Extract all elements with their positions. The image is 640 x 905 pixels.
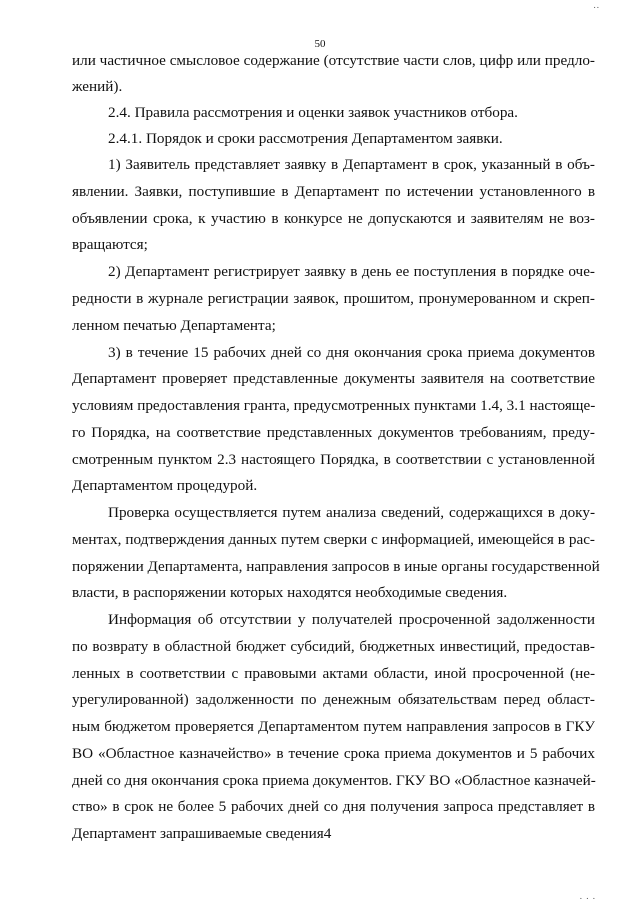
text-line: Департамент проверяет представленные документы заявителя на соответствие (72, 370, 595, 387)
text-line: или частичное смысловое содержание (отсутствие части слов, цифр или предло- (72, 52, 595, 69)
text-line: 3) в течение 15 рабочих дней со дня окончания срока приема документов (108, 344, 595, 361)
text-line: 1) Заявитель представляет заявку в Департамент в срок, указанный в объ- (108, 156, 595, 173)
text-line: урегулированной) задолженности по денежным обязательствам перед област- (72, 691, 595, 708)
text-line: Информация об отсутствии у получателей просроченной задолженности (108, 611, 595, 628)
section-heading: 2.4. Правила рассмотрения и оценки заявок участников отбора. (108, 104, 518, 121)
page-number: 50 (314, 38, 326, 50)
text-line: по возврату в областной бюджет субсидий, бюджетных инвестиций, предостав- (72, 638, 595, 655)
text-line: вращаются; (72, 236, 148, 253)
text-line: ство» в срок не более 5 рабочих дней со дня получения запроса представляет в (72, 798, 595, 815)
text-line: Проверка осуществляется путем анализа сведений, содержащихся в доку- (108, 504, 595, 521)
text-line: дней со дня окончания срока приема документов. ГКУ ВО «Областное казначей- (72, 772, 596, 789)
corner-mark-bottom: . . . (579, 891, 596, 901)
text-line: явлении. Заявки, поступившие в Департамент по истечении установленного в (72, 183, 595, 200)
text-line: объявлении срока, к участию в конкурсе не допускаются и заявителям не воз- (72, 210, 595, 227)
text-line: ленном печатью Департамента; (72, 317, 276, 334)
corner-mark-top: .. (593, 0, 600, 10)
text-line: го Порядка, на соответствие представленных документов требованиям, преду- (72, 424, 595, 441)
text-line: Департаментом процедурой. (72, 477, 258, 494)
text-line: редности в журнале регистрации заявок, прошитом, пронумерованном и скреп- (72, 290, 595, 307)
text-line: ментах, подтверждения данных путем сверки с информацией, имеющейся в рас- (72, 531, 595, 548)
text-line: 2) Департамент регистрирует заявку в день ее поступления в порядке оче- (108, 263, 595, 280)
text-line: жений). (72, 78, 123, 95)
text-line: поряжении Департамента, направления запросов в иные органы государственной (72, 558, 600, 575)
text-line: ВО «Областное казначейство» в течение срока приема документов и 5 рабочих (72, 745, 595, 762)
text-line: условиям предоставления гранта, предусмотренных пунктами 1.4, 3.1 настояще- (72, 397, 596, 414)
text-line: Департамент запрашиваемые сведения4 (72, 825, 332, 842)
text-line: ленных в соответствии с правовыми актами области, иной просроченной (не- (72, 665, 595, 682)
subsection-heading: 2.4.1. Порядок и сроки рассмотрения Департаментом заявки. (108, 130, 503, 147)
text-line: власти, в распоряжении которых находятся необходимые сведения. (72, 584, 508, 601)
text-line: смотренным пунктом 2.3 настоящего Порядка, в соответствии с установленной (72, 451, 595, 468)
text-line: ным бюджетом проверяется Департаментом путем направления запросов в ГКУ (72, 718, 595, 735)
